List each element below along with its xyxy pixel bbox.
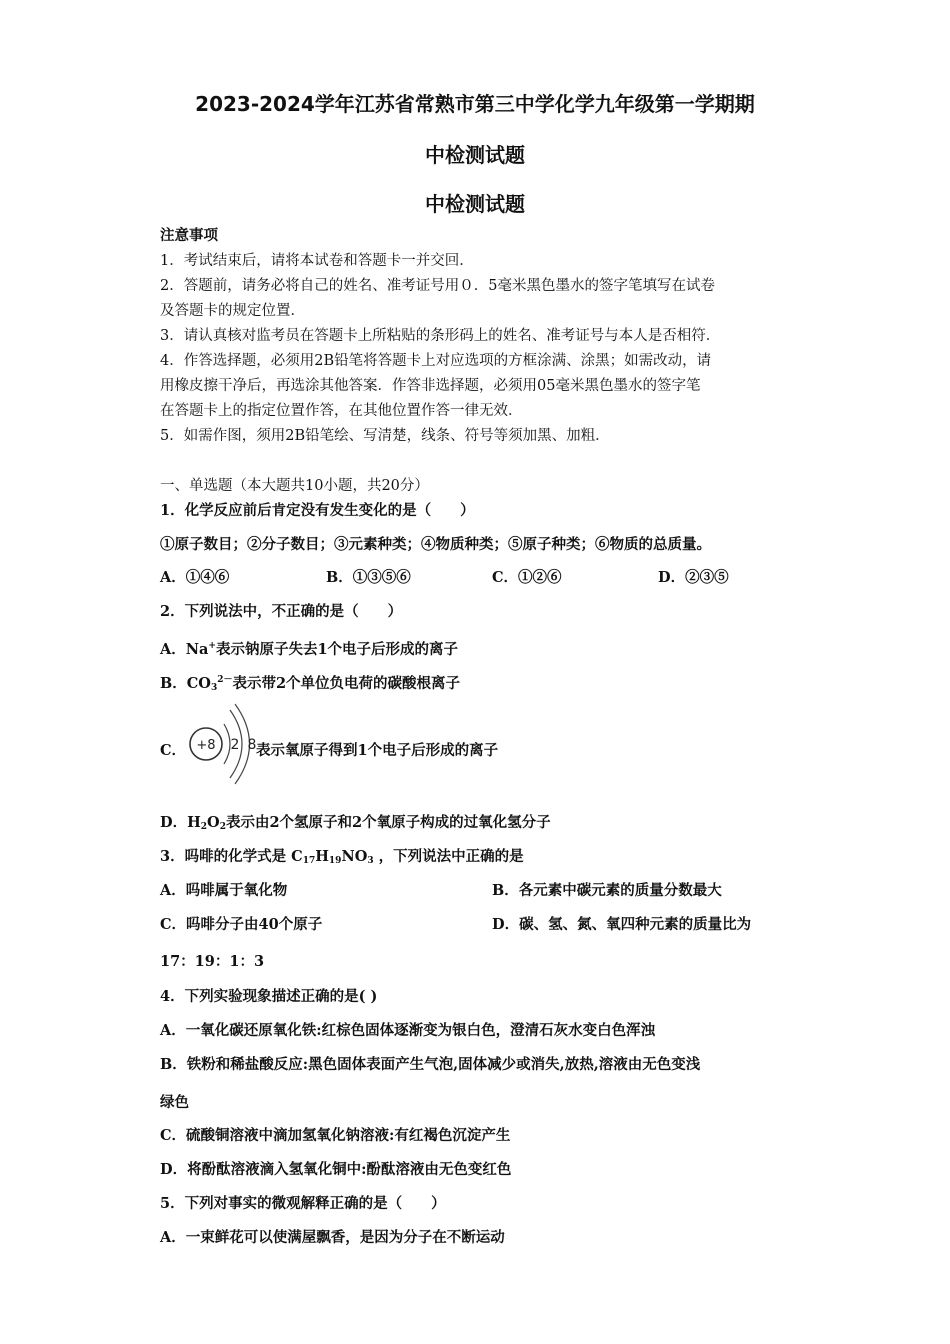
q3-stem-prefix: 3．吗啡的化学式是 C (160, 848, 303, 865)
q3-subscript: 19 (328, 856, 342, 866)
notice-item: 5．如需作图，须用2B铅笔绘、写清楚，线条、符号等须加黑、加粗． (160, 428, 610, 444)
question-1-option-c: C．①②⑥ (492, 569, 562, 586)
question-2-option-b (160, 670, 460, 698)
question-3-stem (160, 847, 524, 871)
question-1-detail: ①原子数目；②分子数目；③元素种类；④物质种类；⑤原子种类；⑥物质的总质量。 (160, 536, 711, 553)
page-title-line3: 中检测试题 (425, 192, 525, 216)
option-b-subscript: 3 (210, 683, 218, 693)
shell-2-electrons: 8 (247, 737, 257, 753)
q3-stem-rest: ，下列说法中正确的是 (373, 848, 524, 865)
question-4-stem: 4．下列实验现象描述正确的是( ) (160, 988, 378, 1005)
option-a-text: 表示钠原子失去1个电子后形成的离子 (215, 641, 459, 658)
notice-heading: 注意事项 (160, 227, 218, 244)
question-2-option-c-text: 表示氧原子得到1个电子后形成的离子 (256, 742, 499, 759)
question-4-option-d: D．将酚酞溶液滴入氢氧化铜中:酚酞溶液由无色变红色 (160, 1161, 512, 1178)
question-2-stem: 2．下列说法中，不正确的是（ ） (160, 603, 403, 620)
notice-item: 用橡皮擦干净后，再选涂其他答案．作答非选择题，必须用05毫米黑色墨水的签字笔 (160, 378, 701, 394)
notice-item: 及答题卡的规定位置． (160, 303, 305, 319)
question-3-option-b: B．各元素中碳元素的质量分数最大 (492, 882, 722, 899)
shell-1-electrons: 2 (230, 737, 240, 753)
q3-formula-h: H (315, 848, 329, 865)
question-2-option-a (160, 636, 458, 660)
option-b-text: 表示带2个单位负电荷的碳酸根离子 (232, 675, 461, 692)
notice-item: 3．请认真核对监考员在答题卡上所粘贴的条形码上的姓名、准考证号与本人是否相符． (160, 328, 721, 344)
question-5-stem: 5．下列对事实的微观解释正确的是（ ） (160, 1195, 446, 1212)
q3-subscript: 17 (302, 856, 316, 866)
question-3-option-c: C．吗啡分子由40个原子 (160, 916, 323, 933)
option-d-text: 表示由2个氢原子和2个氧原子构成的过氧化氢分子 (225, 814, 551, 831)
option-d-subscript: 2 (200, 822, 208, 832)
notice-item: 在答题卡上的指定位置作答，在其他位置作答一律无效． (160, 403, 523, 419)
electron-shell-arc (224, 724, 230, 764)
question-3-option-a: A．吗啡属于氧化物 (160, 882, 288, 899)
page-title-line1: 2023-2024学年江苏省常熟市第三中学化学九年级第一学期期 (195, 92, 755, 116)
notice-item: 4．作答选择题，必须用2B铅笔将答题卡上对应选项的方框涂满、涂黑；如需改动，请 (160, 353, 712, 369)
option-d-formula-h: D．H (160, 814, 201, 831)
option-b-formula: B．CO (160, 675, 211, 692)
option-a-charge: + (208, 641, 216, 651)
question-4-option-a: A．一氧化碳还原氧化铁:红棕色固体逐渐变为银白色，澄清石灰水变白色浑浊 (160, 1022, 656, 1039)
question-3-option-d: D．碳、氢、氮、氧四种元素的质量比为 (492, 916, 752, 933)
question-1-option-a: A．①④⑥ (160, 569, 230, 586)
ion-structure-diagram (186, 700, 266, 786)
question-1-option-b: B．①③⑤⑥ (326, 569, 411, 586)
question-2-option-d (160, 813, 551, 837)
question-1-option-d: D．②③⑤ (658, 569, 729, 586)
question-4-option-b: B．铁粉和稀盐酸反应:黑色固体表面产生气泡,固体减少或消失,放热,溶液由无色变浅 (160, 1056, 701, 1073)
q3-formula-no: NO (341, 848, 368, 865)
question-1-stem: 1．化学反应前后肯定没有发生变化的是（ ） (160, 502, 475, 519)
question-4-option-b-cont: 绿色 (160, 1094, 189, 1111)
notice-item: 1．考试结束后，请将本试卷和答题卡一并交回． (160, 253, 474, 269)
section-heading: 一、单选题（本大题共10小题，共20分） (160, 478, 429, 494)
option-b-charge: 2－ (217, 675, 233, 685)
question-4-option-c: C．硫酸铜溶液中滴加氢氧化钠溶液:有红褐色沉淀产生 (160, 1127, 511, 1144)
nucleus-charge: +8 (196, 738, 216, 753)
page-title-line2: 中检测试题 (425, 143, 525, 167)
q3-subscript: 3 (367, 856, 374, 866)
notice-item: 2．答题前，请务必将自己的姓名、准考证号用０．5毫米黑色墨水的签字笔填写在试卷 (160, 278, 715, 294)
question-2-option-c-prefix: C． (160, 742, 187, 759)
question-5-option-a: A．一束鲜花可以使满屋飘香，是因为分子在不断运动 (160, 1229, 505, 1246)
question-3-option-d-cont: 17：19：1：3 (160, 953, 265, 970)
option-a-formula: A．Na (160, 641, 209, 658)
option-d-formula-o: O (207, 814, 220, 831)
option-d-subscript: 2 (219, 822, 226, 832)
